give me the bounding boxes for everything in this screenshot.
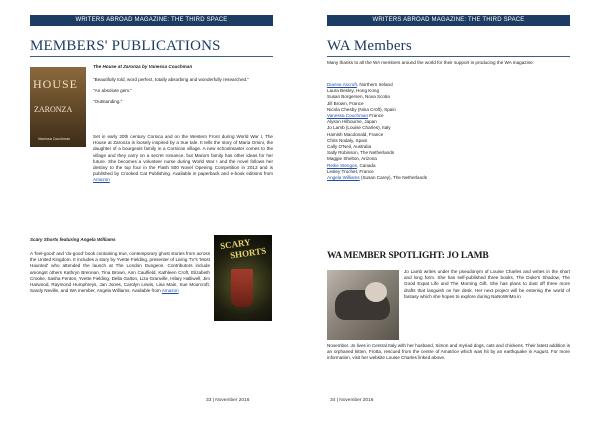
book1-title bbox=[93, 64, 273, 70]
spotlight-text-2: November. Jo lives in Central Italy with her husband, Simon and myriad dogs, cats and chickens. Their latest addition is an orphaned kitten, Frotta, rescued from the centre of Amatrice which was hit by an earthquake in August. For more information, visit her website Louise Charles linked above. bbox=[327, 343, 570, 361]
quote-3: "Outstanding." bbox=[93, 99, 123, 105]
right-page bbox=[300, 0, 600, 424]
member-text: Chris Nodaly, Spain bbox=[327, 137, 368, 143]
page-footer-right: 34 | November 2016 bbox=[330, 398, 374, 403]
member-text: , Canada bbox=[356, 162, 376, 168]
book2-title bbox=[30, 237, 210, 243]
member-text: Hamish Macdonald, France bbox=[327, 131, 384, 137]
member-link[interactable]: Vanessa Couchman bbox=[327, 113, 369, 119]
spotlight-title: WA MEMBER SPOTLIGHT: JO LAMB bbox=[327, 251, 489, 261]
book1-body-text: Set in early 20th century Corsica and on the Western Front during World War I, The House at Zaronza is loosely inspired by a true tale. It tells the story of Maria Orsini, the daughter of a bourgeois family in a Corsican village. A new schoolmaster comes to the village and they carry on a secret romance, but Maria's family has other ideas for her future. She becomes a volunteer nurse during World War I and the novel follows her destiny to the top four in the Flash 500 Novel Opening Competition in 2013 and is published by Crooked Cat Publishing. Available in paperback and e-book editions from bbox=[93, 134, 273, 177]
members-intro bbox=[327, 60, 570, 66]
cover-author: Vanessa Couchman bbox=[38, 137, 71, 141]
page-title: MEMBERS' PUBLICATIONS bbox=[30, 38, 221, 54]
jo-lamb-photo bbox=[327, 270, 399, 340]
intro-text: Many thanks to all the WA members around the world for their support in producing the WA magazine: bbox=[327, 60, 534, 65]
book2-body bbox=[30, 251, 210, 294]
member-link[interactable]: Reike Stengos bbox=[327, 162, 357, 168]
cover-title-zaronza: ZARONZA bbox=[34, 105, 73, 114]
member-text: Lesley Truchet, France bbox=[327, 168, 374, 174]
member-link[interactable]: Angela Williams bbox=[327, 175, 360, 181]
book1-description bbox=[30, 134, 273, 184]
cover-glass-image bbox=[231, 269, 253, 307]
quote-2: "An absolute gem." bbox=[93, 88, 133, 94]
member-text: Laura Besley, Hong Kong bbox=[327, 88, 380, 94]
page-footer-left: 33 | November 2016 bbox=[206, 398, 250, 403]
title-rule bbox=[30, 56, 273, 57]
book2-title-text: Scary Shorts featuring Angela Williams bbox=[30, 237, 116, 242]
quote-1: "Beautifully told, word perfect, totally absorbing and wonderfully researched." bbox=[93, 77, 249, 82]
member-text: (Susan Carey), The Netherlands bbox=[359, 175, 428, 181]
member-text: Jo Lamb (Louise Charles), Italy bbox=[327, 125, 391, 131]
amazon-link-2[interactable]: Amazon bbox=[161, 288, 179, 294]
spotlight-body-top bbox=[404, 269, 570, 300]
member-text: Nicola Chesby (Nina Croft), Spain bbox=[327, 106, 396, 112]
book2-description bbox=[30, 251, 210, 294]
cover-title-scary: SCARY bbox=[219, 236, 252, 252]
member-item bbox=[327, 175, 570, 181]
magazine-banner: WRITERS ABROAD MAGAZINE: THE THIRD SPACE bbox=[30, 15, 273, 26]
cover-title-shorts: SHORTS bbox=[229, 245, 267, 261]
spotlight-text-1: Jo Lamb writes under the pseudonym of Louise Charles and writes in the short and long form. She has self-published three books, The Duke's Shadow, The Good Expat Life and The Morning Gift. She has plans to dust off three more drafts that languish on her desk. Her next project will be entering the world of fantasy which she hopes to explore during NaNoWriMo in bbox=[404, 269, 570, 299]
member-text: , Northern Ireland bbox=[356, 82, 393, 87]
photo-face bbox=[365, 282, 387, 302]
title-rule-right bbox=[327, 56, 570, 57]
book1-title-text: The House at Zaronza by Vanessa Couchman bbox=[93, 64, 193, 69]
book1-body bbox=[30, 134, 273, 184]
cover-title-house: HOUSE bbox=[33, 77, 79, 91]
magazine-banner-right: WRITERS ABROAD MAGAZINE: THE THIRD SPACE bbox=[327, 15, 570, 26]
member-text: Jill Brown, France bbox=[327, 100, 364, 106]
member-text: Cally O'Neil, Australia bbox=[327, 144, 372, 150]
member-text: Susan Borgersen, Nova Scotia bbox=[327, 94, 390, 100]
book-cover-scary-shorts bbox=[214, 235, 272, 321]
book1-quotes bbox=[93, 77, 273, 106]
member-text: Sally Robinson, The Netherlands bbox=[327, 150, 395, 156]
member-link[interactable]: Dianne Ascroft bbox=[327, 82, 357, 87]
member-text: Maggie Shelton, Arizona bbox=[327, 156, 377, 162]
amazon-link-1[interactable]: Amazon bbox=[93, 177, 110, 183]
book2-body-text: A 'feel-good' and 'do-good' book containing true, contemporary ghost stories from across the United Kingdom. It includes a story by Yvette Fielding, presenter of Living TV's 'Most Haunted' who attended the launch at The London Dungeon. Contributors include amongst others Kathryn Brennan, Tina Brown, Ann Caulfield, Kathleen Croft, Elizabeth Crooke, Sasha Fenton, Yvette Fielding, Della Galton, Liza Granville, Hilary Halliwell, Jim Harwood, Raymond Humphreys, Jan Jones, Carolyn Lewis, Lisa Main, Sue Moorcroft, Sandy Neville, and WA member, Angela Williams. Available from bbox=[30, 251, 210, 294]
member-text: Alyson Hilbourne, Japan bbox=[327, 119, 377, 125]
member-text: France bbox=[368, 113, 384, 119]
page-title-right: WA Members bbox=[327, 38, 412, 54]
members-list bbox=[327, 82, 570, 181]
spotlight-body-bottom bbox=[327, 343, 570, 362]
